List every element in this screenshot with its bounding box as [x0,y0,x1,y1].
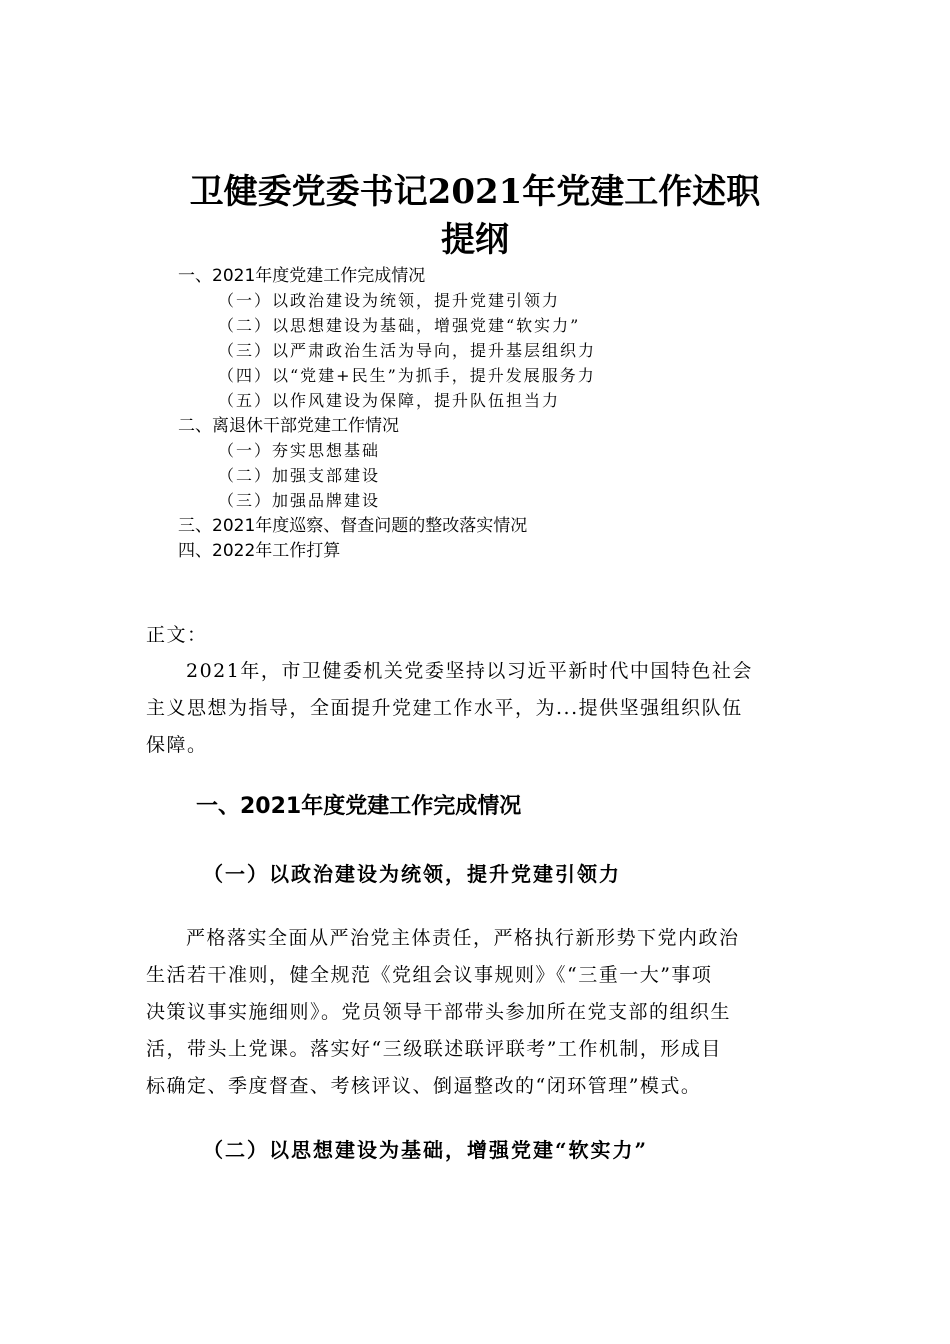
outline-subitem: （四）以“党建+民生”为抓手，提升发展服务力 [218,366,596,385]
outline-item: 三、2021年度巡察、督查问题的整改落实情况 [178,516,528,536]
body-label: 正文： [146,624,208,646]
paragraph-line: 决策议事实施细则》。党员领导干部带头参加所在党支部的组织生 [146,1001,732,1023]
outline-subitem: （三）加强品牌建设 [218,491,381,510]
paragraph-line: 生活若干准则，健全规范《党组会议事规则》《“三重一大”事项 [146,964,713,986]
subsection-heading: （二）以思想建设为基础，增强党建“软实力” [203,1138,649,1162]
document-title-line1: 卫健委党委书记2021年党建工作述职 [189,172,761,212]
paragraph-line: 活，带头上党课。落实好“三级联述联评联考”工作机制，形成目 [146,1038,722,1060]
outline-subitem: （二）加强支部建设 [218,466,381,485]
outline-item: 一、2021年度党建工作完成情况 [178,266,426,286]
subsection-heading: （一）以政治建设为统领，提升党建引领力 [203,862,621,886]
paragraph-line: 主义思想为指导，全面提升党建工作水平，为...提供坚强组织队伍 [146,697,743,719]
paragraph-line: 保障。 [146,734,208,756]
paragraph-line: 标确定、季度督查、考核评议、倒逼整改的“闭环管理”模式。 [146,1075,702,1097]
outline-item: 二、离退休干部党建工作情况 [178,416,399,436]
paragraph-line: 2021年，市卫健委机关党委坚持以习近平新时代中国特色社会 [186,660,753,682]
paragraph-line: 严格落实全面从严治党主体责任，严格执行新形势下党内政治 [186,927,740,949]
outline-subitem: （三）以严肃政治生活为导向，提升基层组织力 [218,341,597,360]
outline-subitem: （一）以政治建设为统领，提升党建引领力 [218,291,561,310]
outline-item: 四、2022年工作打算 [178,541,341,561]
outline-subitem: （五）以作风建设为保障，提升队伍担当力 [218,391,561,410]
outline-subitem: （二）以思想建设为基础，增强党建“软实力” [218,316,581,335]
document-title-line2: 提纲 [441,220,509,260]
outline-subitem: （一）夯实思想基础 [218,441,381,460]
section-heading: 一、2021年度党建工作完成情况 [196,794,522,819]
